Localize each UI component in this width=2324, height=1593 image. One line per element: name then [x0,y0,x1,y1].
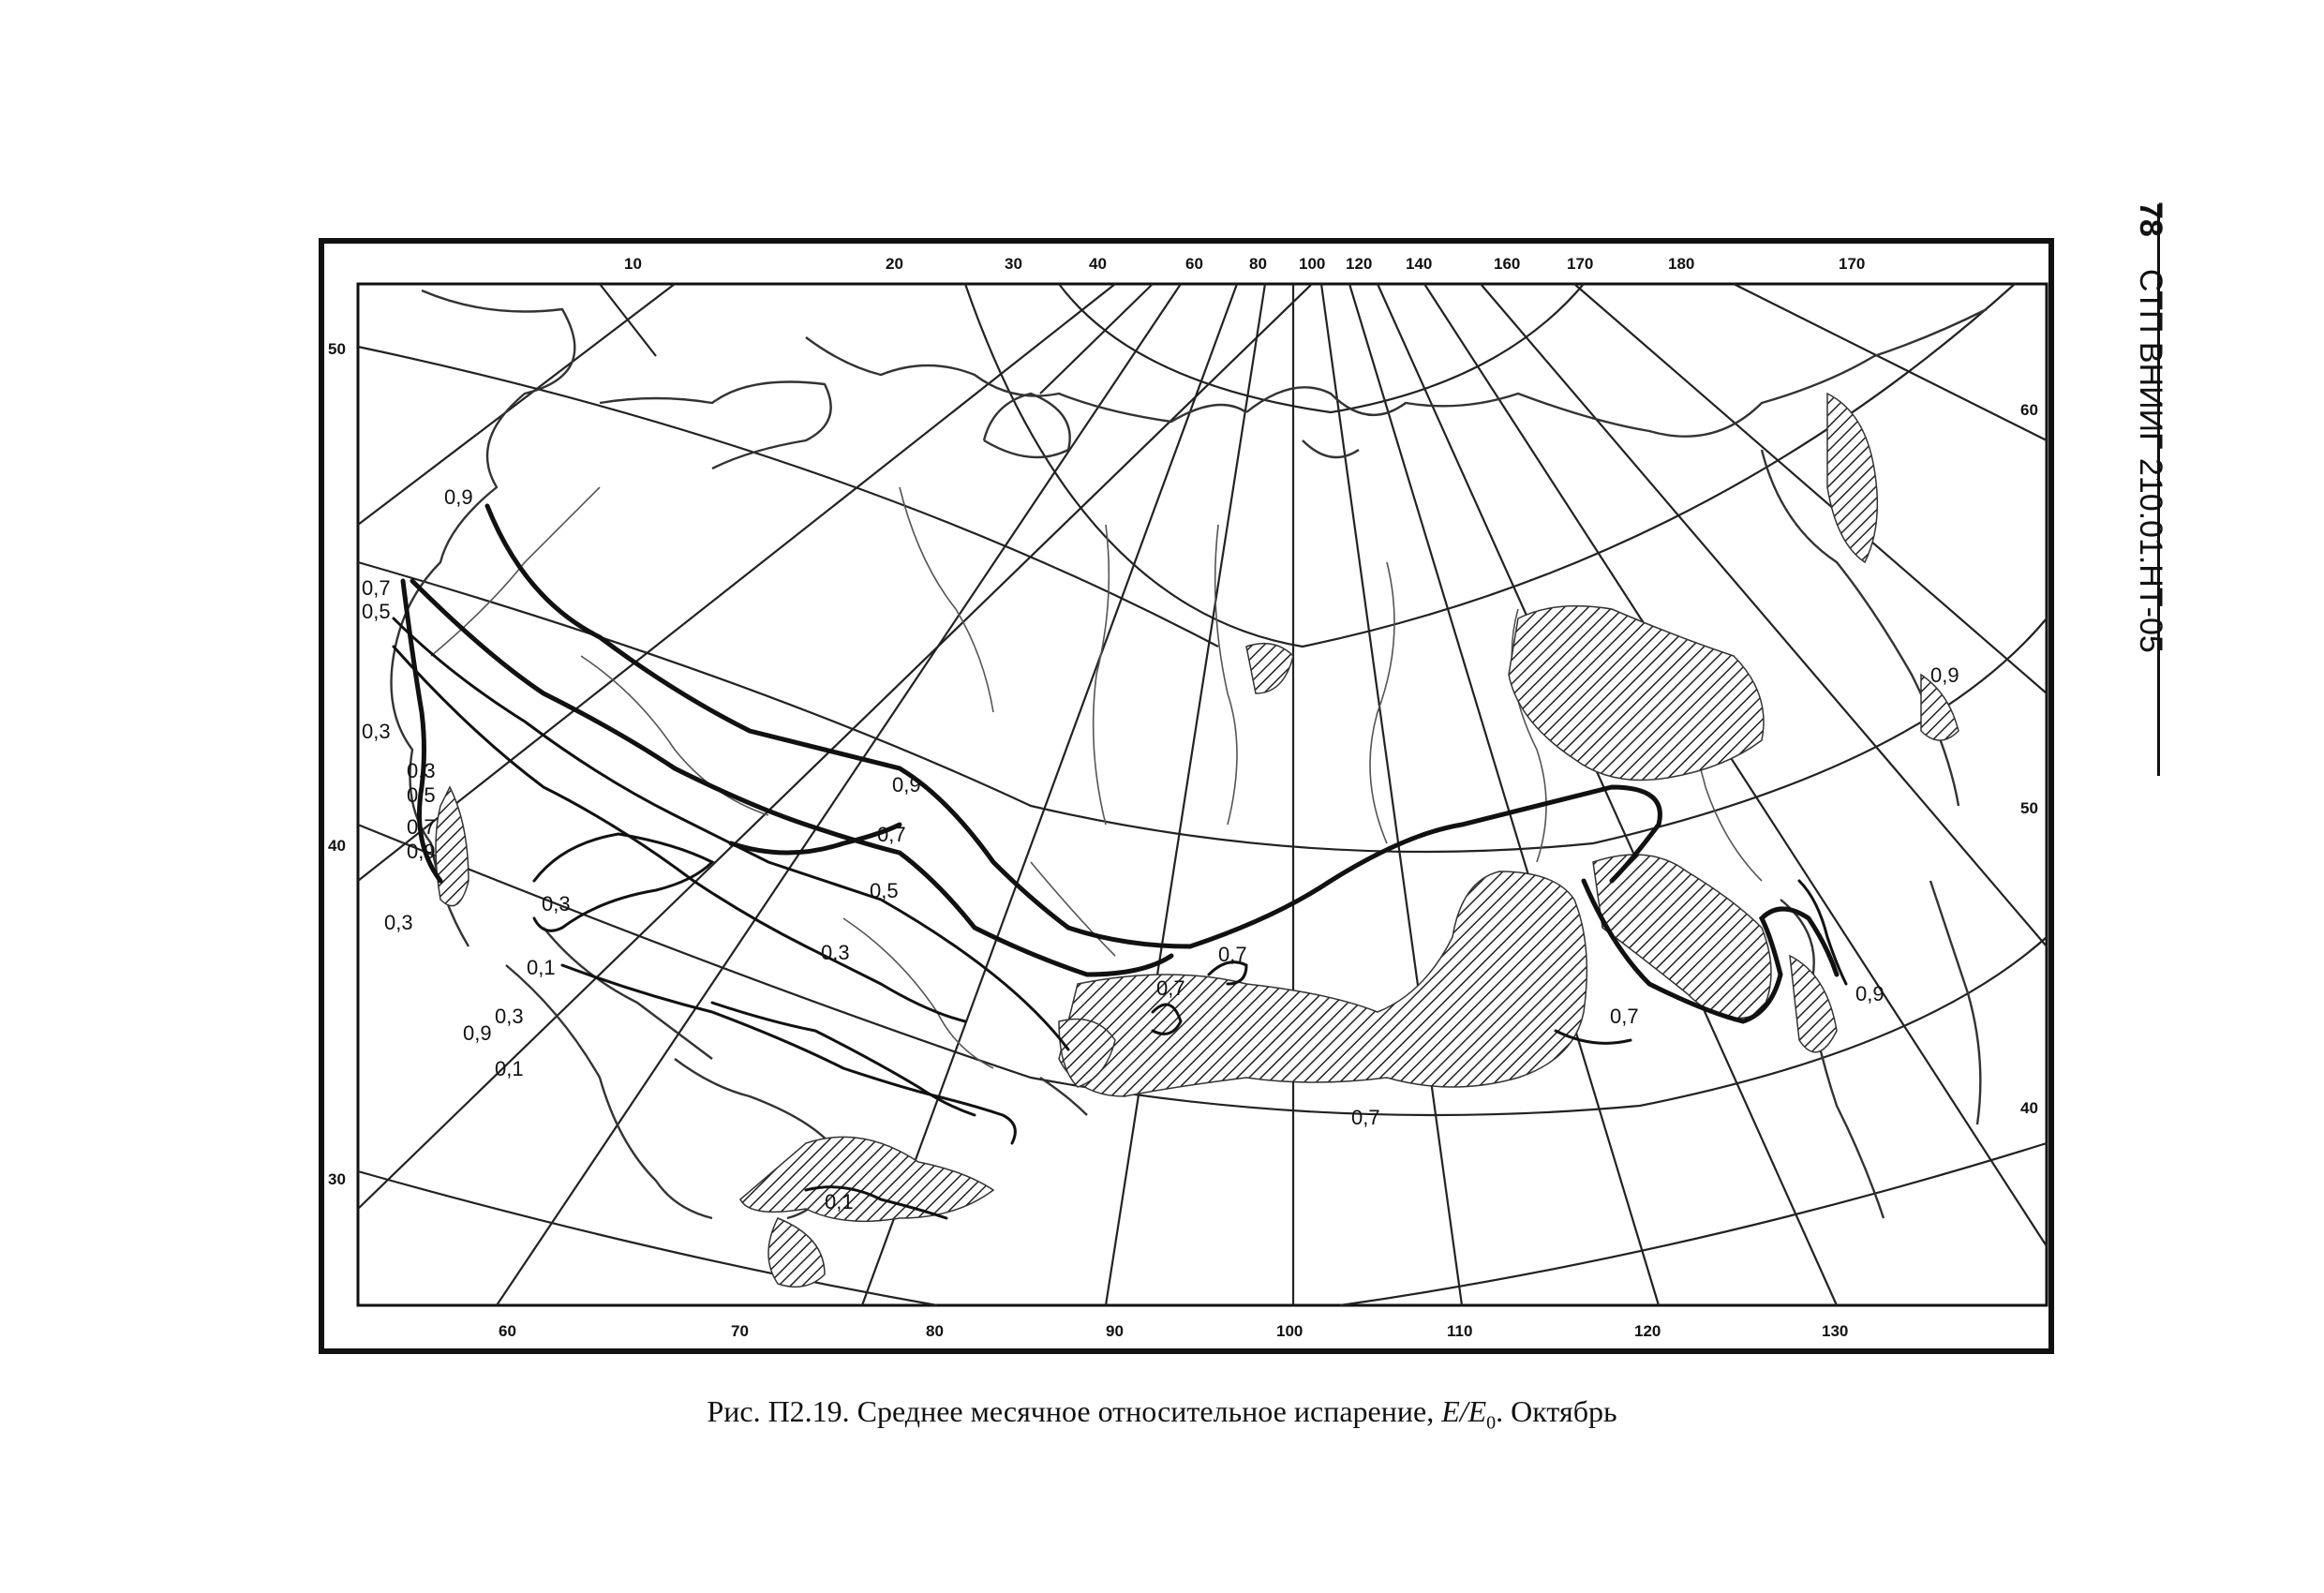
right-lat-label: 50 [2020,799,2038,817]
hatched-area-okhotsk [1827,394,1877,562]
bottom-lon-label: 100 [1276,1322,1304,1340]
label-0-5-mid: 0,5 [870,879,899,902]
label-0-3-e: 0,3 [495,1005,524,1028]
caption-prefix: Рис. П2.19. Среднее месячное относительное испарение, [707,1394,1442,1428]
label-0-7-left: 0,7 [362,576,391,600]
page-number: 78 [2133,201,2168,237]
top-lon-label: 60 [1185,255,1203,273]
caption-symbol: E/E [1441,1394,1487,1428]
label-0-3-d: 0,3 [542,892,571,916]
figure-caption [0,1394,2324,1434]
bottom-lon-label: 120 [1634,1322,1661,1340]
top-lon-label: 120 [1346,255,1373,273]
label-0-9-c: 0,9 [463,1021,492,1045]
bottom-longitude-labels [499,1322,1848,1340]
bottom-lon-label: 130 [1822,1322,1849,1340]
label-0-9-b: 0,9 [407,840,436,863]
top-lon-label: 30 [1005,255,1022,273]
bottom-lon-label: 110 [1447,1322,1473,1340]
hatched-area-taymyr [1246,644,1293,693]
label-0-7-b: 0,7 [407,815,436,839]
label-0-7-baikal-b: 0,7 [1156,976,1185,1000]
label-0-1-central: 0,1 [825,1190,854,1213]
label-0-7-east: 0,7 [1610,1005,1639,1028]
label-0-9-far-east: 0,9 [1930,663,1959,687]
isoline-0-7-west [412,581,1171,975]
label-0-3-b: 0,3 [407,759,436,782]
label-0-9-top: 0,9 [444,485,473,509]
label-0-7-baikal-a: 0,7 [1218,943,1247,966]
top-lon-label: 40 [1089,255,1107,273]
label-0-3-c: 0,3 [384,911,413,934]
right-lat-label: 60 [2020,401,2038,419]
top-lon-label: 80 [1249,255,1267,273]
isoline-labels [362,485,1959,1213]
bottom-lon-label: 90 [1106,1322,1124,1340]
top-lon-label: 100 [1299,255,1326,273]
bottom-lon-label: 60 [499,1322,516,1340]
hatched-area-central-asia [740,1137,993,1221]
left-lat-label: 40 [328,837,346,855]
label-0-5-b: 0,5 [407,783,436,807]
bottom-lon-label: 80 [926,1322,944,1340]
hatched-area-south-tajik [768,1218,825,1287]
top-longitude-labels [624,255,1865,273]
label-0-9-mid: 0,9 [892,773,921,796]
parallels [358,284,2047,1305]
top-lon-label: 170 [1839,255,1866,273]
map-inner-frame [358,284,2047,1305]
top-lon-label: 20 [886,255,903,273]
label-0-3-left: 0,3 [362,720,391,743]
top-lon-label: 140 [1406,255,1433,273]
left-lat-label: 30 [328,1170,346,1188]
caption-suffix: . Октябрь [1496,1394,1617,1428]
label-0-3-mid: 0,3 [821,941,850,964]
bottom-lon-label: 70 [731,1322,749,1340]
document-code: СТП ВНИИГ 210.01.НТ-05 [2133,268,2168,653]
label-0-9-east: 0,9 [1855,982,1885,1005]
hatched-area-sayan-baikal [1059,871,1587,1096]
top-lon-label: 10 [624,255,642,273]
top-lon-label: 180 [1668,255,1695,273]
meridians [358,284,2047,1305]
label-0-5-left: 0,5 [362,600,391,623]
hatched-area-lena-basin [1509,606,1764,781]
hatched-area-caucasus [436,787,469,906]
top-lon-label: 160 [1494,255,1521,273]
label-0-7-south: 0,7 [1351,1106,1380,1129]
isoline-0-3-loop [534,834,712,930]
hatched-area-amur [1593,855,1771,1019]
map-outer-frame [321,241,2051,1351]
label-0-1-a: 0,1 [527,956,556,979]
label-0-7-mid: 0,7 [877,823,906,846]
left-lat-label: 50 [328,340,346,358]
right-lat-label: 40 [2020,1099,2038,1117]
top-lon-label: 170 [1567,255,1594,273]
caption-subscript: 0 [1486,1412,1497,1434]
label-0-1-b: 0,1 [495,1057,524,1080]
running-header [2133,201,2189,801]
